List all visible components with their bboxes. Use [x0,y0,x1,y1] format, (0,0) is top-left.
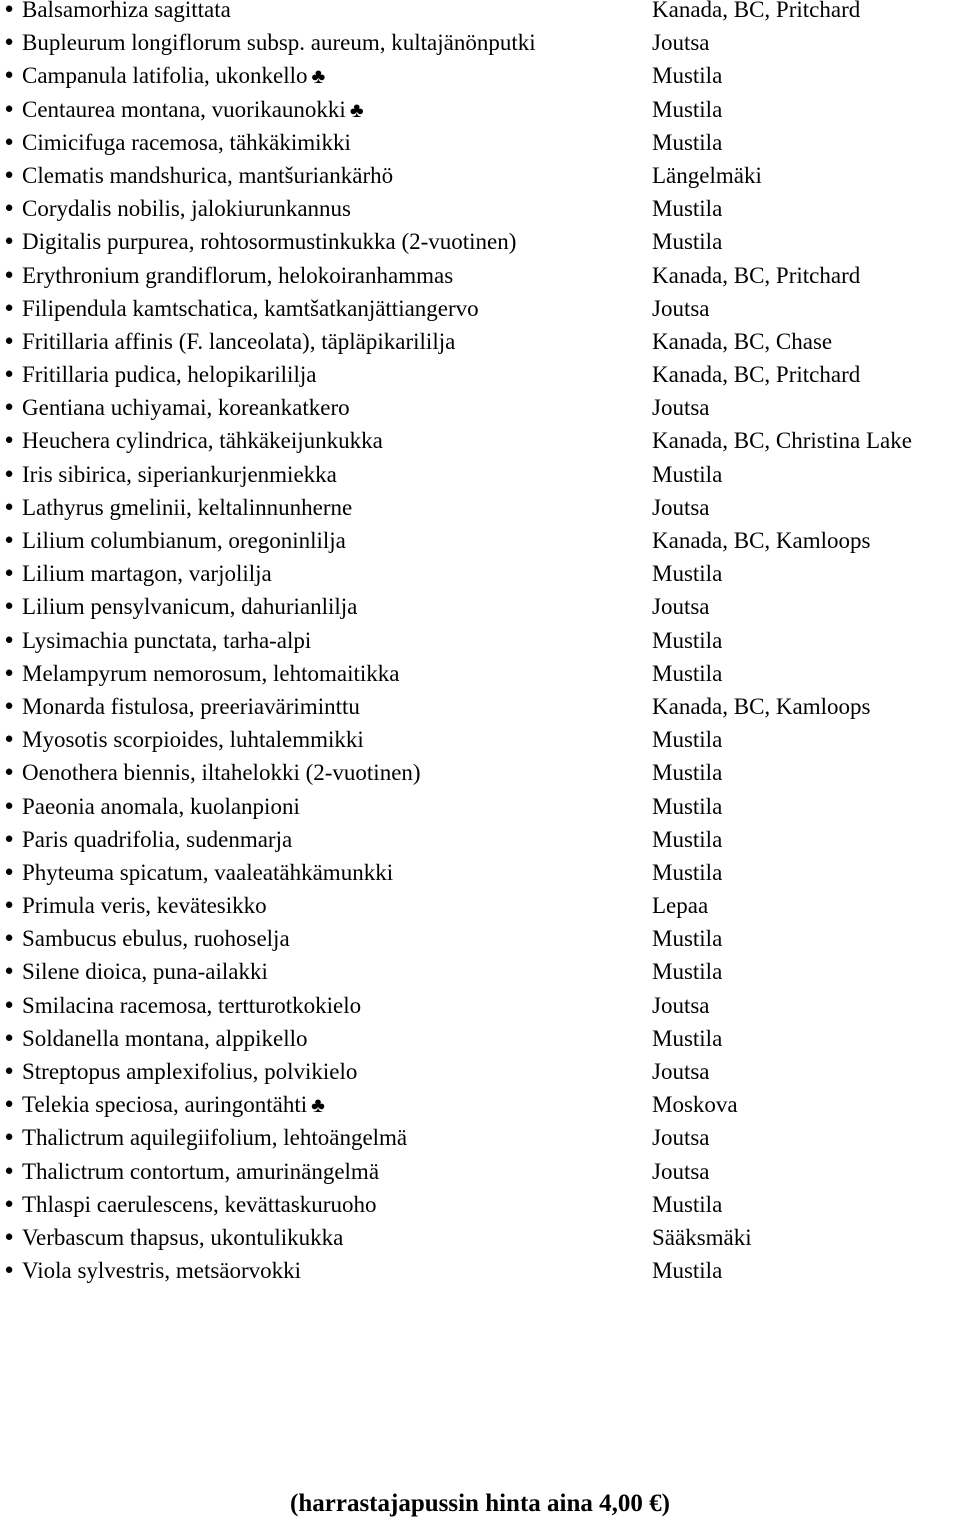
plant-name [22,989,361,1022]
plant-name-text: Primula veris, kevätesikko [22,893,267,919]
plant-origin: Mustila [652,229,723,255]
plant-name [22,1221,343,1254]
plant-row [0,823,960,856]
plant-name [22,1022,308,1055]
bullet-icon: ● [4,100,14,117]
plant-name [22,590,357,623]
plant-name-text: Cimicifuga racemosa, tähkäkimikki [22,129,351,155]
plant-row [0,955,960,988]
plant-origin: Kanada, BC, Pritchard [652,262,861,288]
plant-name-text: Corydalis nobilis, jalokiurunkannus [22,196,352,222]
plant-origin: Mustila [652,760,723,786]
plant-origin: Mustila [652,727,723,753]
bullet-icon: ● [4,1129,14,1146]
plant-origin: Joutsa [652,494,710,520]
plant-name [22,922,290,955]
plant-name-text: Balsamorhiza sagittata [22,0,231,22]
bullet-icon: ● [4,133,14,150]
plant-origin: Kanada, BC, Christina Lake [652,428,912,454]
bullet-icon: ● [4,996,14,1013]
plant-row [0,723,960,756]
club-icon: ♣ [311,1093,325,1118]
plant-name-text: Silene dioica, puna-ailakki [22,959,268,985]
plant-row [0,225,960,258]
bullet-icon: ● [4,299,14,316]
bullet-icon: ● [4,930,14,947]
bullet-icon: ● [4,532,14,548]
plant-name-text: Thalictrum aquilegiifolium, lehtoängelmä [22,1125,408,1151]
plant-origin: Joutsa [652,594,710,620]
plant-name-text: Paris quadrifolia, sudenmarja [22,826,293,852]
plant-name [22,292,479,325]
plant-name-text: Clematis mandshurica, mantšuriankärhö [22,162,394,188]
plant-name [22,1188,376,1221]
plant-row [0,159,960,192]
plant-name-text: Oenothera biennis, iltahelokki (2-vuotinen) [22,760,421,786]
plant-name [22,889,267,922]
plant-row [0,889,960,922]
plant-name [22,192,351,225]
plant-origin: Joutsa [652,1125,710,1151]
plant-name [22,524,346,557]
bullet-icon: ● [4,764,14,781]
plant-origin: Mustila [652,129,723,155]
plant-name [22,1254,301,1287]
club-icon: ♣ [311,64,326,89]
bullet-icon: ● [4,34,14,51]
bullet-icon: ● [4,863,14,880]
plant-name-text: Verbascum thapsus, ukontulikukka [22,1224,344,1250]
bullet-icon: ● [4,664,14,681]
plant-name-text: Sambucus ebulus, ruohoselja [22,926,290,952]
plant-name-text: Gentiana uchiyamai, koreankatkero [22,395,350,421]
bullet-icon: ● [4,631,14,648]
plant-row [0,26,960,59]
plant-row [0,292,960,325]
plant-row [0,59,960,92]
plant-name-text: Soldanella montana, alppikello [22,1025,308,1051]
plant-origin: Mustila [652,1025,723,1051]
plant-origin: Mustila [652,461,723,487]
plant-name-text: Digitalis purpurea, rohtosormustinkukka (2-vuotinen) [22,229,517,255]
plant-name-text: Streptopus amplexifolius, polvikielo [22,1059,358,1084]
plant-name-text: Lilium martagon, varjolilja [22,561,272,587]
plant-name [22,0,231,26]
plant-origin: Joutsa [652,1158,710,1184]
plant-origin: Joutsa [652,1059,710,1084]
plant-origin: Joutsa [652,30,710,56]
plant-name-text: Smilacina racemosa, tertturotkokielo [22,992,362,1018]
bullet-icon: ● [4,200,14,217]
plant-name-text: Lysimachia punctata, tarha-alpi [22,627,312,653]
plant-row [0,922,960,955]
plant-name [22,424,383,457]
plant-row [0,259,960,292]
plant-name-text: Campanula latifolia, ukonkello [22,63,308,89]
plant-row [0,557,960,590]
bullet-icon: ● [4,233,14,250]
plant-row [0,424,960,457]
plant-name-text: Lilium columbianum, oregoninlilja [22,528,346,553]
bullet-icon: ● [4,1096,14,1113]
plant-name [22,1088,325,1122]
plant-row [0,325,960,358]
plant-origin: Mustila [652,96,723,122]
plant-row [0,524,960,557]
plant-name-text: Bupleurum longiflorum subsp. aureum, kultajänönputki [22,30,536,56]
plant-origin: Mustila [652,1191,723,1217]
plant-name-text: Fritillaria affinis (F. lanceolata), täpläpikarililja [22,328,456,354]
plant-name [22,126,351,159]
bullet-icon: ● [4,498,14,515]
plant-name [22,657,400,690]
plant-row [0,491,960,524]
plant-name-text: Phyteuma spicatum, vaaleatähkämunkki [22,859,394,885]
plant-origin: Mustila [652,561,723,587]
plant-name [22,491,352,524]
plant-name-text: Centaurea montana, vuorikaunokki [22,96,346,122]
bullet-icon: ● [4,830,14,847]
plant-name [22,93,364,127]
bullet-icon: ● [4,1195,14,1212]
plant-row [0,1022,960,1055]
price-note: (harrastajapussin hinta aina 4,00 €) [290,1490,670,1517]
plant-row [0,458,960,491]
plant-row [0,358,960,391]
plant-name-text: Erythronium grandiflorum, helokoiranhammas [22,262,454,288]
plant-origin: Mustila [652,826,723,852]
bullet-icon: ● [4,1,14,17]
plant-origin: Mustila [652,660,723,686]
plant-name-text: Iris sibirica, siperiankurjenmiekka [22,461,337,487]
plant-name [22,624,311,657]
plant-name-text: Heuchera cylindrica, tähkäkeijunkukka [22,428,383,454]
plant-origin: Mustila [652,196,723,222]
plant-name [22,1155,379,1188]
plant-name [22,790,300,823]
plant-origin: Joutsa [652,992,710,1018]
plant-row [0,1155,960,1188]
plant-name [22,458,337,491]
bullet-icon: ● [4,565,14,582]
plant-name [22,225,516,258]
plant-name [22,856,393,889]
plant-row [0,657,960,690]
plant-name [22,325,455,358]
bullet-icon: ● [4,67,14,84]
bullet-icon: ● [4,1063,14,1079]
plant-name [22,1121,407,1154]
bullet-icon: ● [4,1262,14,1279]
plant-name [22,26,536,59]
bullet-icon: ● [4,1228,14,1245]
bullet-icon: ● [4,366,14,383]
plant-name-text: Lathyrus gmelinii, keltalinnunherne [22,494,353,520]
plant-origin: Kanada, BC, Pritchard [652,362,861,388]
plant-name [22,723,364,756]
plant-name-text: Viola sylvestris, metsäorvokki [22,1258,302,1284]
bullet-icon: ● [4,598,14,615]
plant-name-text: Thlaspi caerulescens, kevättaskuruoho [22,1191,377,1217]
plant-row [0,1188,960,1221]
plant-name [22,1055,357,1088]
plant-row [0,391,960,424]
bullet-icon: ● [4,1162,14,1179]
club-icon: ♣ [349,97,364,122]
plant-row [0,756,960,789]
plant-origin: Joutsa [652,395,710,421]
plant-row [0,126,960,159]
plant-origin: Kanada, BC, Pritchard [652,0,861,22]
plant-name [22,391,350,424]
plant-row [0,590,960,623]
plant-name [22,955,268,988]
bullet-icon: ● [4,399,14,416]
bullet-icon: ● [4,166,14,183]
plant-origin: Mustila [652,1258,723,1284]
plant-row [0,690,960,723]
plant-name-text: Filipendula kamtschatica, kamtšatkanjättiangervo [22,295,479,321]
bullet-icon: ● [4,797,14,814]
plant-row [0,1088,960,1121]
plant-origin: Lepaa [652,893,709,919]
plant-origin: Kanada, BC, Chase [652,328,833,354]
plant-origin: Kanada, BC, Kamloops [652,693,871,719]
plant-name [22,690,360,723]
plant-row [0,624,960,657]
bullet-icon: ● [4,332,14,349]
bullet-icon: ● [4,697,14,714]
plant-origin: Kanada, BC, Kamloops [652,528,871,553]
plant-name [22,358,316,391]
plant-row [0,1121,960,1154]
plant-origin: Mustila [652,926,723,952]
plant-origin: Mustila [652,63,723,89]
plant-name-text: Thalictrum contortum, amurinängelmä [22,1158,380,1184]
plant-origin: Mustila [652,627,723,653]
plant-name-text: Telekia speciosa, auringontähti [22,1092,308,1118]
plant-name-text: Melampyrum nemorosum, lehtomaitikka [22,660,400,686]
plant-row [0,856,960,889]
plant-name [22,59,325,93]
plant-row [0,1055,960,1088]
plant-origin: Mustila [652,793,723,819]
plant-name-text: Paeonia anomala, kuolanpioni [22,793,300,819]
bullet-icon: ● [4,266,14,283]
plant-name-text: Lilium pensylvanicum, dahurianlilja [22,594,358,620]
plant-name [22,259,453,292]
plant-origin: Joutsa [652,295,710,321]
plant-name [22,159,393,192]
bullet-icon: ● [4,432,14,449]
plant-name-text: Monarda fistulosa, preeriaväriminttu [22,693,360,719]
bullet-icon: ● [4,963,14,980]
plant-origin: Längelmäki [652,162,762,188]
plant-origin: Moskova [652,1092,738,1118]
plant-origin: Mustila [652,859,723,885]
plant-row [0,93,960,126]
plant-row [0,790,960,823]
plant-origin: Mustila [652,959,723,985]
plant-row [0,1221,960,1254]
plant-row [0,192,960,225]
bullet-icon: ● [4,731,14,748]
plant-row [0,0,960,26]
plant-row [0,1254,960,1287]
plant-origin: Sääksmäki [652,1224,752,1250]
plant-name [22,557,272,590]
bullet-icon: ● [4,465,14,482]
plant-name-text: Fritillaria pudica, helopikarililja [22,362,317,388]
bullet-icon: ● [4,897,14,914]
plant-row [0,989,960,1022]
bullet-icon: ● [4,1029,14,1046]
plant-name [22,823,292,856]
plant-name-text: Myosotis scorpioides, luhtalemmikki [22,727,364,753]
plant-name [22,756,421,789]
